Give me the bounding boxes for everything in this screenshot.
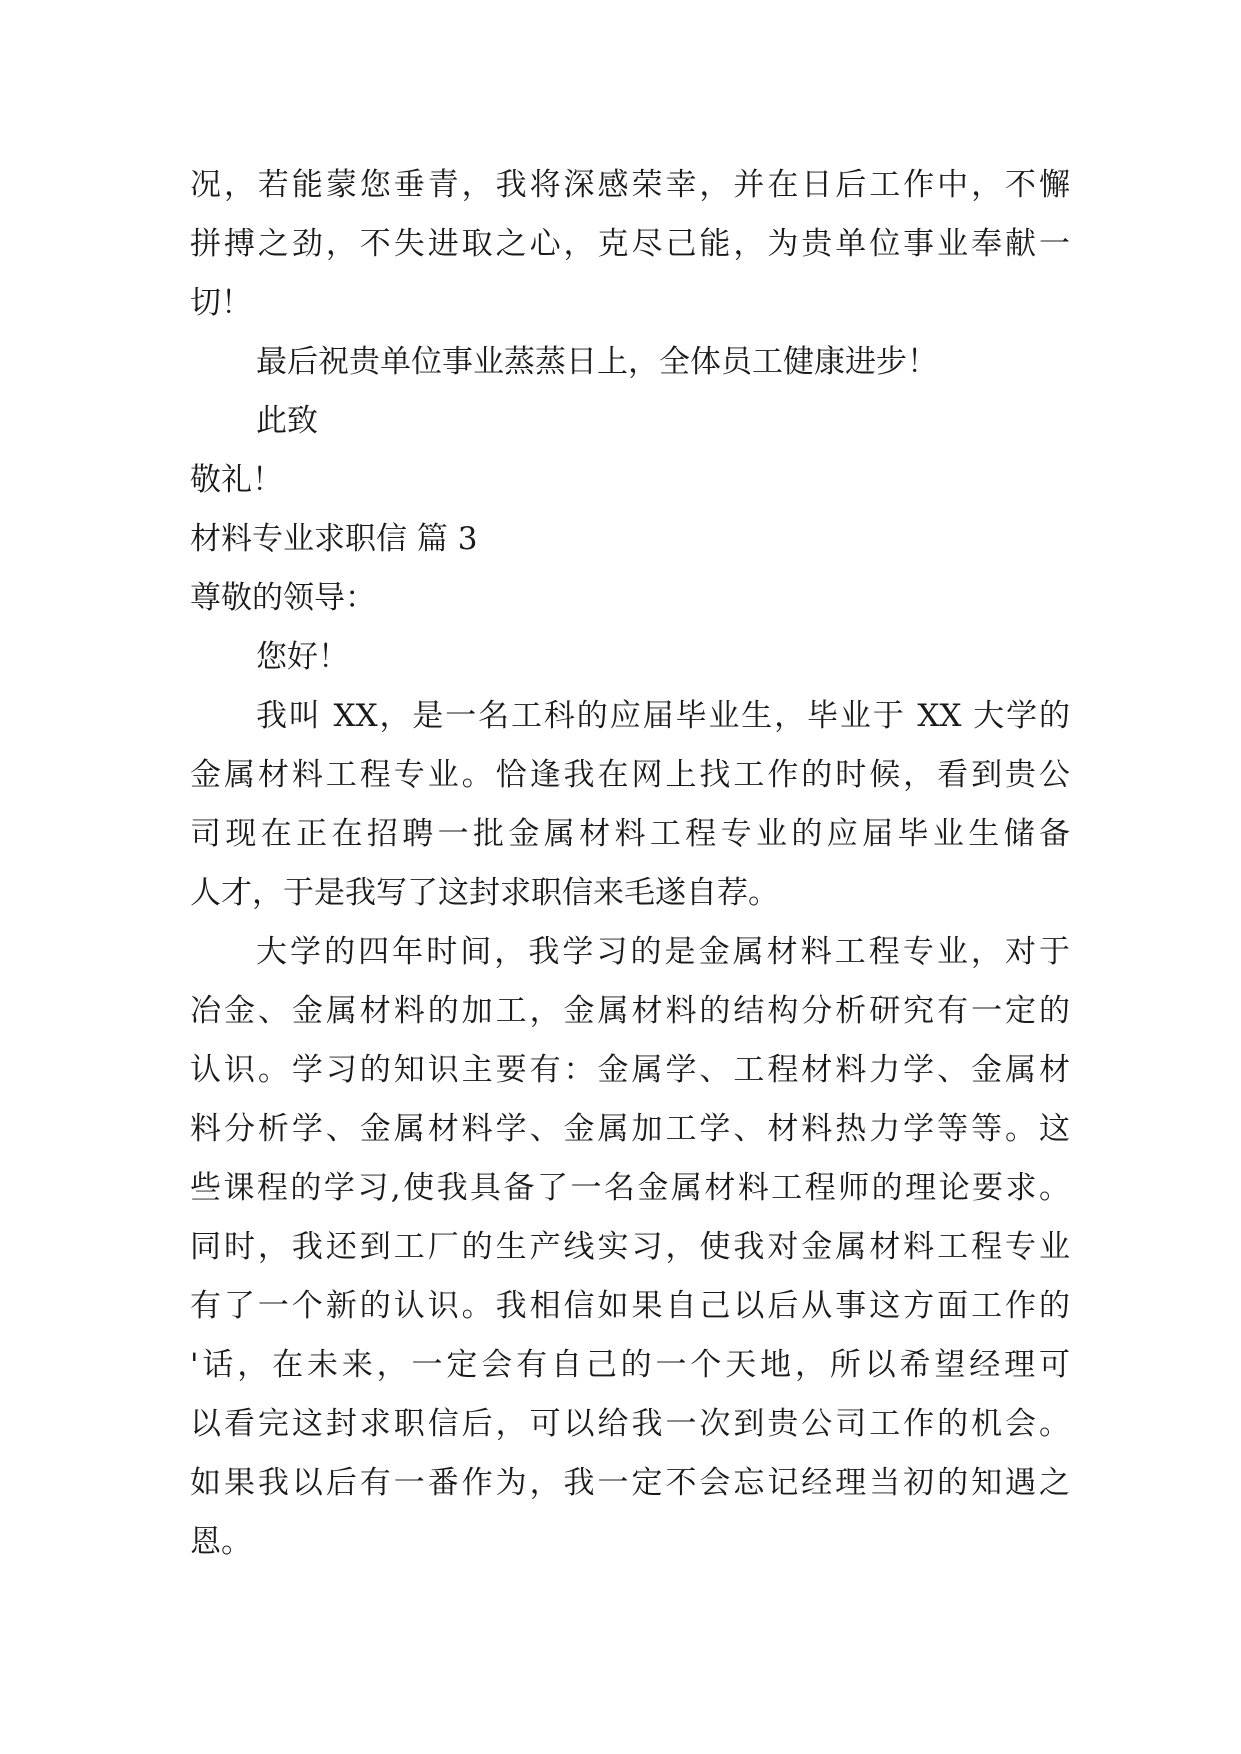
text-line: 以看完这封求职信后，可以给我一次到贵公司工作的机会。 [190, 1406, 1070, 1442]
text-line: 此致 [256, 403, 318, 439]
text-line: 人才，于是我写了这封求职信来毛遂自荐。 [190, 875, 779, 911]
text-line: 有了一个新的认识。我相信如果自己以后从事这方面工作的 [190, 1288, 1070, 1324]
text-line: 敬礼！ [190, 462, 283, 498]
text-line: 最后祝贵单位事业蒸蒸日上，全体员工健康进步！ [256, 344, 938, 380]
text-line: 大学的四年时间，我学习的是金属材料工程专业，对于 [256, 934, 1070, 970]
text-line: 冶金、金属材料的加工，金属材料的结构分析研究有一定的 [190, 993, 1070, 1029]
text-line: 恩。 [190, 1524, 252, 1560]
text-line: 司现在正在招聘一批金属材料工程专业的应届毕业生储备 [190, 816, 1070, 852]
text-line: 材料专业求职信 篇 3 [190, 521, 478, 557]
text-line: 拼搏之劲，不失进取之心，克尽己能，为贵单位事业奉献一 [190, 226, 1070, 262]
text-line: 尊敬的领导： [190, 580, 376, 616]
letter-body [190, 156, 1070, 1572]
text-line: 些课程的学习,使我具备了一名金属材料工程师的理论要求。 [190, 1170, 1070, 1206]
text-line: 金属材料工程专业。恰逢我在网上找工作的时候，看到贵公 [190, 757, 1070, 793]
text-line: 料分析学、金属材料学、金属加工学、材料热力学等等。这 [190, 1111, 1070, 1147]
text-line: '话，在未来，一定会有自己的一个天地，所以希望经理可 [190, 1347, 1070, 1383]
text-line: 如果我以后有一番作为，我一定不会忘记经理当初的知遇之 [190, 1465, 1070, 1501]
text-line: 我叫 XX，是一名工科的应届毕业生，毕业于 XX 大学的 [256, 698, 1070, 734]
text-line: 您好！ [256, 639, 349, 675]
text-line: 认识。学习的知识主要有：金属学、工程材料力学、金属材 [190, 1052, 1070, 1088]
text-line: 同时，我还到工厂的生产线实习，使我对金属材料工程专业 [190, 1229, 1070, 1265]
text-line: 切！ [190, 285, 252, 321]
text-line: 况，若能蒙您垂青，我将深感荣幸，并在日后工作中，不懈 [190, 167, 1070, 203]
